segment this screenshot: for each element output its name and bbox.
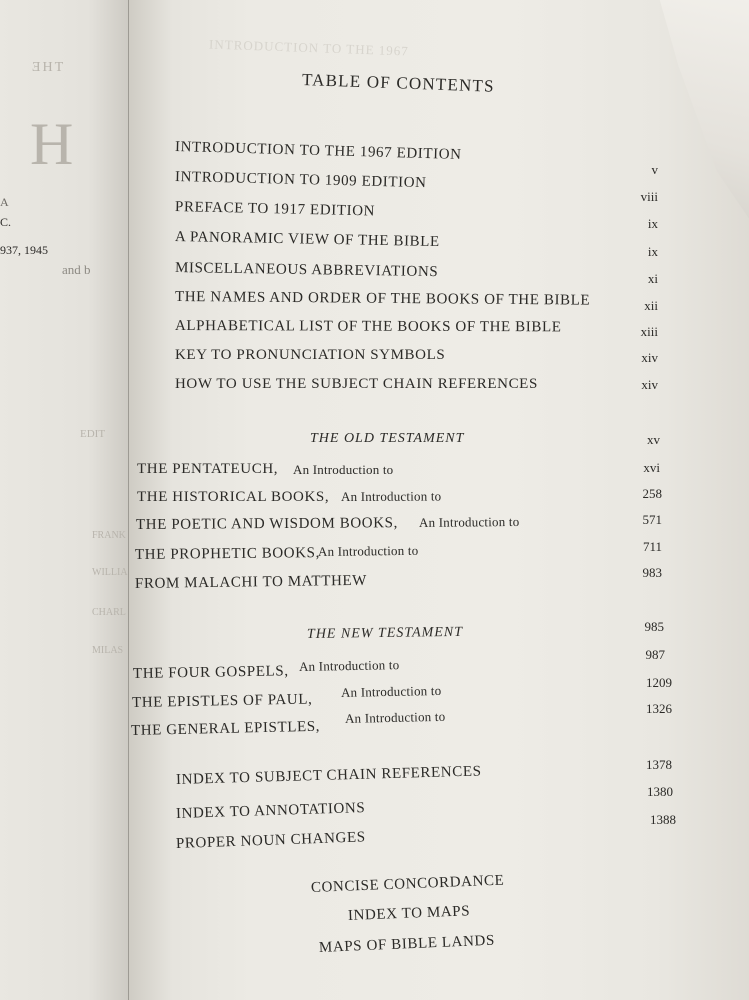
left-page-name-2: WILLIA (92, 567, 128, 578)
new-testament-heading-page: 985 (644, 619, 664, 634)
old-testament-heading-page: xv (647, 432, 660, 447)
toc-entry-label: INDEX TO ANNOTATIONS (175, 800, 366, 822)
toc-entry-page: xiii (640, 324, 658, 339)
toc-entry-page: 1380 (647, 784, 673, 799)
toc-entry-label: INDEX TO SUBJECT CHAIN REFERENCES (175, 763, 482, 788)
toc-entry-page: xi (647, 271, 658, 286)
toc-entry-page: 987 (645, 647, 665, 662)
toc-entry-main: THE EPISTLES OF PAUL, (131, 691, 313, 711)
toc-entry-page: viii (640, 189, 658, 204)
toc-entry-page: xii (644, 298, 658, 313)
left-page-fragment2: EDIT (80, 428, 106, 440)
toc-entry-sub: An Introduction to (298, 657, 400, 674)
toc-entry-label: THE NAMES AND ORDER OF THE BOOKS OF THE BIBLE (174, 289, 591, 309)
toc-entry-sub: An Introduction to (344, 708, 446, 726)
left-page-years: 937, 1945 (0, 243, 48, 257)
toc-entry-main: THE POETIC AND WISDOM BOOKS, (135, 515, 398, 533)
left-page-big-letter: H (30, 111, 74, 177)
toc-entry-page: xiv (641, 377, 658, 392)
left-page-name-1: FRANK (92, 530, 126, 541)
closing-entry-index-to-maps: INDEX TO MAPS (347, 903, 471, 924)
toc-entry-sub: An Introduction to (340, 488, 442, 504)
left-page-header: THE (30, 60, 64, 75)
bleed-through-text: INTRODUCTION TO THE 1967 (208, 36, 410, 59)
old-testament-heading: THE OLD TESTAMENT (310, 431, 465, 446)
toc-entry-label: INTRODUCTION TO THE 1967 EDITION (174, 139, 462, 164)
toc-entry-sub: An Introduction to (418, 513, 520, 530)
folded-page-corner (640, 0, 749, 220)
toc-entry-label: PROPER NOUN CHANGES (175, 829, 366, 852)
toc-entry-main: FROM MALACHI TO MATTHEW (134, 572, 368, 592)
toc-entry-main: THE HISTORICAL BOOKS, (137, 489, 330, 505)
toc-entry-sub: An Introduction to (293, 462, 394, 477)
toc-entry-page: v (651, 162, 658, 177)
toc-entry-page: xiv (641, 350, 658, 365)
toc-entry-page: 711 (642, 539, 662, 554)
left-page-name-4: MILAS (92, 645, 124, 656)
toc-entry-label: ALPHABETICAL LIST OF THE BOOKS OF THE BIBLE (174, 318, 562, 336)
toc-entry-page: 1388 (650, 812, 676, 827)
toc-entry-label: INTRODUCTION TO 1909 EDITION (174, 169, 427, 192)
toc-entry-sub: An Introduction to (340, 682, 442, 700)
closing-entry-concordance: CONCISE CONCORDANCE (310, 872, 505, 896)
toc-entry-page: 571 (642, 512, 662, 527)
toc-entry-page: 1209 (646, 675, 672, 690)
left-page-fragment: and b (62, 262, 91, 277)
page-title: TABLE OF CONTENTS (301, 70, 496, 96)
closing-entry-maps: MAPS OF BIBLE LANDS (318, 932, 496, 956)
left-page-letter-a: A (0, 195, 9, 209)
toc-entry-page: ix (647, 216, 658, 231)
toc-entry-main: THE GENERAL EPISTLES, (130, 718, 321, 739)
toc-entry-main: THE FOUR GOSPELS, (132, 663, 289, 682)
toc-entry-main: THE PROPHETIC BOOKS, (134, 545, 321, 563)
new-testament-heading: THE NEW TESTAMENT (306, 624, 464, 642)
toc-entry-label: KEY TO PRONUNCIATION SYMBOLS (175, 347, 446, 363)
toc-entry-label: PREFACE TO 1917 EDITION (174, 199, 376, 220)
left-page-letter-c: C. (0, 215, 12, 229)
toc-entry-page: ix (647, 244, 658, 259)
toc-entry-page: 1378 (646, 757, 672, 772)
toc-entry-sub: An Introduction to (317, 542, 419, 559)
left-page-name-3: CHARL (92, 607, 126, 618)
toc-entry-label: A PANORAMIC VIEW OF THE BIBLE (174, 229, 440, 251)
toc-entry-page: 1326 (646, 701, 672, 716)
toc-entry-label: MISCELLANEOUS ABBREVIATIONS (174, 260, 439, 281)
toc-entry-page: xvi (643, 460, 660, 475)
toc-entry-page: 983 (642, 565, 662, 580)
toc-entry-page: 258 (642, 486, 662, 501)
toc-entry-main: THE PENTATEUCH, (137, 461, 279, 477)
toc-entry-label: HOW TO USE THE SUBJECT CHAIN REFERENCES (175, 376, 538, 392)
